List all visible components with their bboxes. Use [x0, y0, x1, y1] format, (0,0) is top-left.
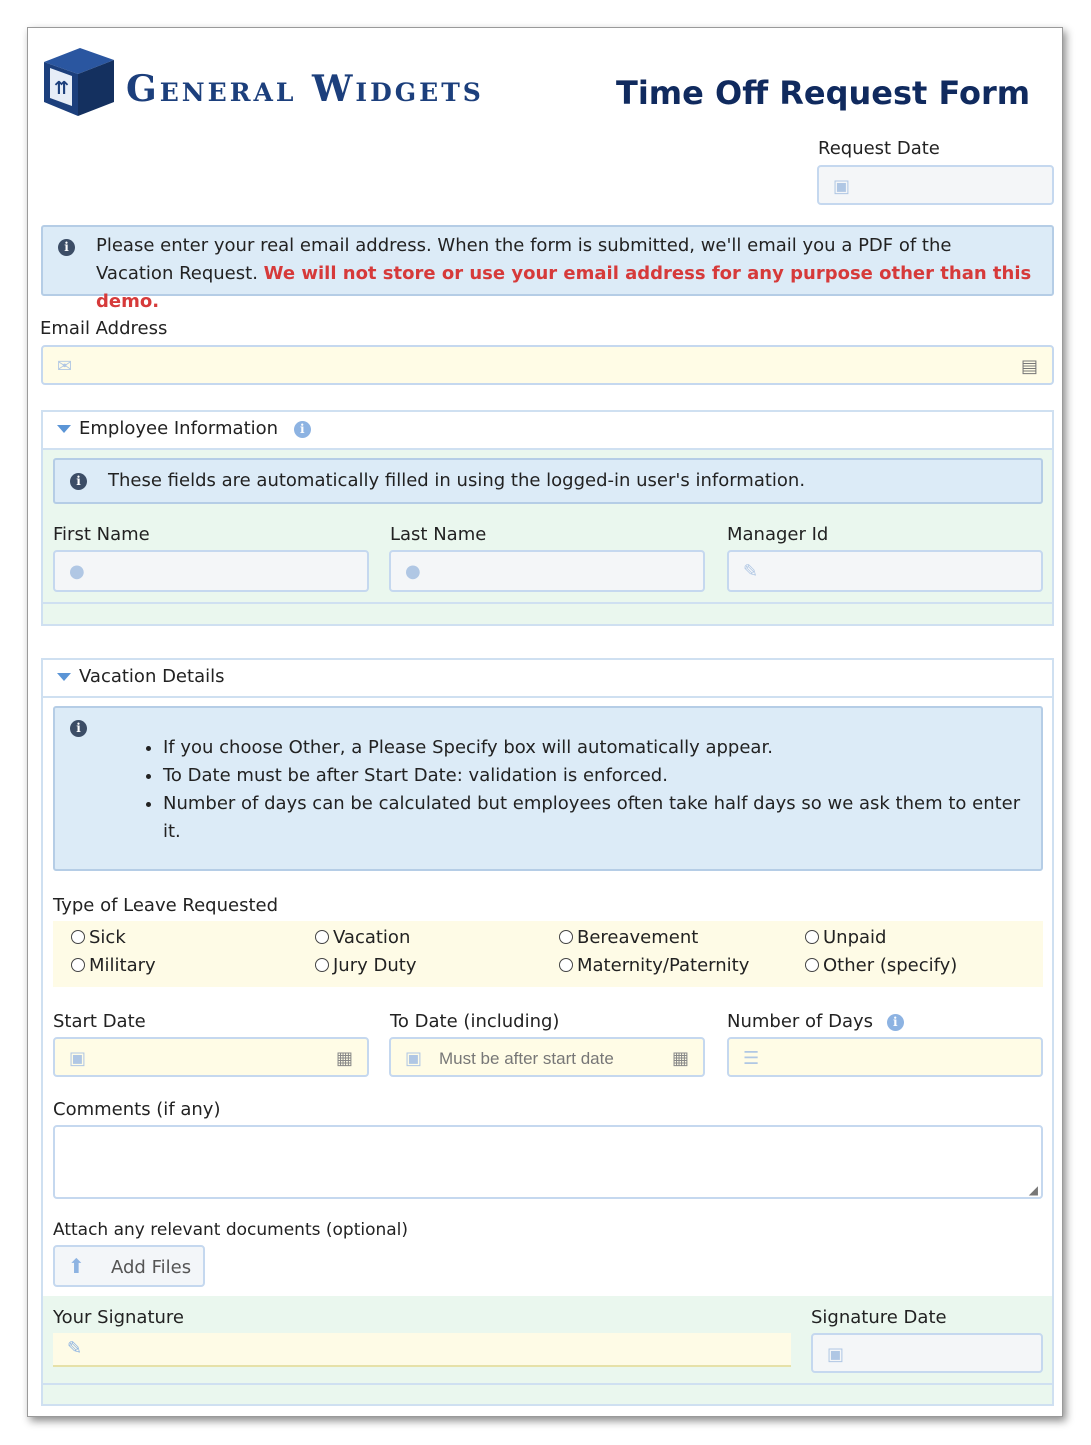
radio-unpaid[interactable]: Unpaid	[805, 927, 886, 948]
comments-textarea[interactable]	[53, 1125, 1043, 1199]
info-icon[interactable]: i	[294, 421, 311, 438]
info-icon: i	[70, 473, 87, 490]
info-icon[interactable]: i	[887, 1014, 904, 1031]
first-name-label: First Name	[53, 524, 150, 545]
employee-section-header[interactable]	[43, 412, 1052, 450]
add-files-button[interactable]: ⬆ Add Files	[53, 1245, 205, 1287]
email-input[interactable]	[41, 345, 1054, 385]
list-item: • If you choose Other, a Please Specify box will automatically appear.	[163, 734, 1021, 762]
section-footer-divider	[43, 602, 1052, 604]
calendar-icon: ▣	[405, 1048, 423, 1069]
start-date-input[interactable]	[53, 1037, 369, 1077]
email-label: Email Address	[40, 318, 168, 339]
contact-card-icon[interactable]: ▤	[1020, 356, 1038, 377]
to-date-placeholder: Must be after start date	[439, 1049, 614, 1068]
pencil-icon: ✎	[67, 1338, 83, 1359]
vacation-section-header[interactable]	[43, 660, 1052, 698]
caret-down-icon	[57, 425, 71, 433]
signature-date-label: Signature Date	[811, 1307, 947, 1328]
vacation-notice	[53, 706, 1043, 871]
resize-handle-icon[interactable]: ◢	[1028, 1183, 1038, 1197]
email-notice-text: Please enter your real email address. When the form is submitted, we'll email you a PDF of the Vacation Request.	[96, 235, 952, 284]
caret-down-icon	[57, 673, 71, 681]
radio-military[interactable]: Military	[71, 955, 156, 976]
calendar-icon: ▣	[827, 1344, 845, 1365]
list-icon: ☰	[743, 1048, 760, 1069]
employee-notice	[53, 458, 1043, 504]
email-notice	[41, 225, 1054, 312]
brand-name: General Widgets	[126, 68, 484, 110]
to-date-label: To Date (including)	[390, 1011, 560, 1032]
radio-other[interactable]: Other (specify)	[805, 955, 957, 976]
user-icon: ●	[405, 561, 421, 582]
page-title: Time Off Request Form	[616, 74, 1031, 112]
request-date-input[interactable]	[817, 165, 1054, 205]
info-icon: i	[70, 720, 87, 737]
date-picker-icon[interactable]: ▦	[335, 1048, 353, 1069]
to-date-input[interactable]	[389, 1037, 705, 1077]
number-of-days-input[interactable]	[727, 1037, 1043, 1077]
form-page	[27, 27, 1063, 1417]
vacation-section	[41, 658, 1054, 1406]
number-of-days-label: Number of Days i	[727, 1011, 904, 1032]
upload-icon: ⬆	[68, 1254, 85, 1278]
last-name-label: Last Name	[390, 524, 487, 545]
request-date-label: Request Date	[818, 138, 940, 159]
manager-id-label: Manager Id	[727, 524, 829, 545]
info-icon: i	[58, 239, 75, 256]
section-footer-divider	[43, 1383, 1052, 1385]
start-date-label: Start Date	[53, 1011, 146, 1032]
radio-vacation[interactable]: Vacation	[315, 927, 410, 948]
radio-sick[interactable]: Sick	[71, 927, 126, 948]
signature-date-input[interactable]	[811, 1333, 1043, 1373]
list-item: • Number of days can be calculated but employees often take half days so we ask them to enter it.	[163, 790, 1021, 846]
edit-icon: ✎	[743, 561, 759, 582]
svg-text:⇈: ⇈	[54, 78, 70, 99]
employee-section	[41, 410, 1054, 626]
leave-type-label: Type of Leave Requested	[53, 895, 279, 916]
manager-id-input[interactable]	[727, 550, 1043, 592]
signature-label: Your Signature	[53, 1307, 184, 1328]
email-notice-warning: We will not store or use your email address for any purpose other than this demo.	[96, 263, 1032, 312]
list-item: • To Date must be after Start Date: validation is enforced.	[163, 762, 1021, 790]
envelope-icon: ✉	[57, 356, 73, 377]
radio-bereavement[interactable]: Bereavement	[559, 927, 698, 948]
signature-input[interactable]	[53, 1333, 791, 1367]
vacation-notes-list	[55, 734, 1021, 846]
employee-notice-text: These fields are automatically filled in using the logged-in user's information.	[108, 470, 806, 491]
first-name-input[interactable]	[53, 550, 369, 592]
comments-label: Comments (if any)	[53, 1099, 221, 1120]
radio-maternity-paternity[interactable]: Maternity/Paternity	[559, 955, 749, 976]
last-name-input[interactable]	[389, 550, 705, 592]
logo-cube-icon	[40, 44, 116, 120]
radio-jury-duty[interactable]: Jury Duty	[315, 955, 416, 976]
date-picker-icon[interactable]: ▦	[671, 1048, 689, 1069]
vacation-section-title: Vacation Details	[79, 666, 225, 687]
calendar-icon: ▣	[69, 1048, 87, 1069]
user-icon: ●	[69, 561, 85, 582]
employee-section-title: Employee Information	[79, 418, 279, 439]
attach-label: Attach any relevant documents (optional)	[53, 1220, 409, 1240]
calendar-icon: ▣	[833, 176, 851, 197]
leave-type-radio-group	[53, 921, 1043, 987]
